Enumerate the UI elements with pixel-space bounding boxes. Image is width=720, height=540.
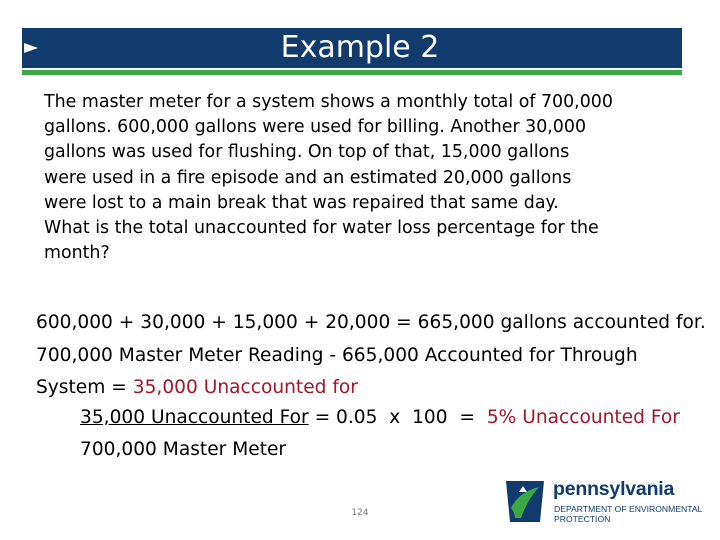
logo-wordmark: pennsylvania xyxy=(553,478,675,500)
problem-line: The master meter for a system shows a monthly total of 700,000 xyxy=(44,92,613,112)
problem-line: gallons was used for flushing. On top of that, 15,000 gallons xyxy=(44,142,570,163)
logo-subtitle-line: DEPARTMENT OF ENVIRONMENTAL xyxy=(554,504,703,514)
fraction-denominator: 700,000 Master Meter xyxy=(80,439,287,460)
problem-statement xyxy=(44,90,684,266)
logo-subtitle-line: PROTECTION xyxy=(554,514,611,524)
problem-line: gallons. 600,000 gallons were used for billing. Another 30,000 xyxy=(44,117,587,138)
percentage-fraction xyxy=(80,402,680,466)
fraction-line xyxy=(80,402,680,434)
page-number: 124 xyxy=(351,508,369,518)
percentage-result: 5% Unaccounted For xyxy=(486,407,680,428)
pa-dep-logo xyxy=(503,478,713,528)
accounted-sum: 600,000 + 30,000 + 15,000 + 20,000 = 665,000 gallons accounted for. xyxy=(36,312,706,333)
problem-line: month? xyxy=(44,243,110,264)
unaccounted-prefix: System = xyxy=(36,377,133,398)
logo-subtitle xyxy=(554,504,702,524)
keystone-icon xyxy=(503,478,547,526)
fraction-numerator: 35,000 Unaccounted For xyxy=(80,407,309,428)
problem-line: were lost to a main break that was repaired that same day. xyxy=(44,192,559,213)
problem-line: What is the total unaccounted for water loss percentage for the xyxy=(44,218,599,239)
unaccounted-line xyxy=(36,372,716,405)
problem-line: were used in a fire episode and an estimated 20,000 gallons xyxy=(44,167,572,188)
calculation-block xyxy=(36,307,716,405)
unaccounted-result: 35,000 Unaccounted for xyxy=(132,377,358,398)
slide-title: Example 2 xyxy=(280,30,440,65)
fraction-middle: = 0.05 x 100 = xyxy=(308,407,487,428)
difference-line: 700,000 Master Meter Reading - 665,000 Accounted for Through xyxy=(36,344,638,366)
title-divider xyxy=(22,70,682,75)
